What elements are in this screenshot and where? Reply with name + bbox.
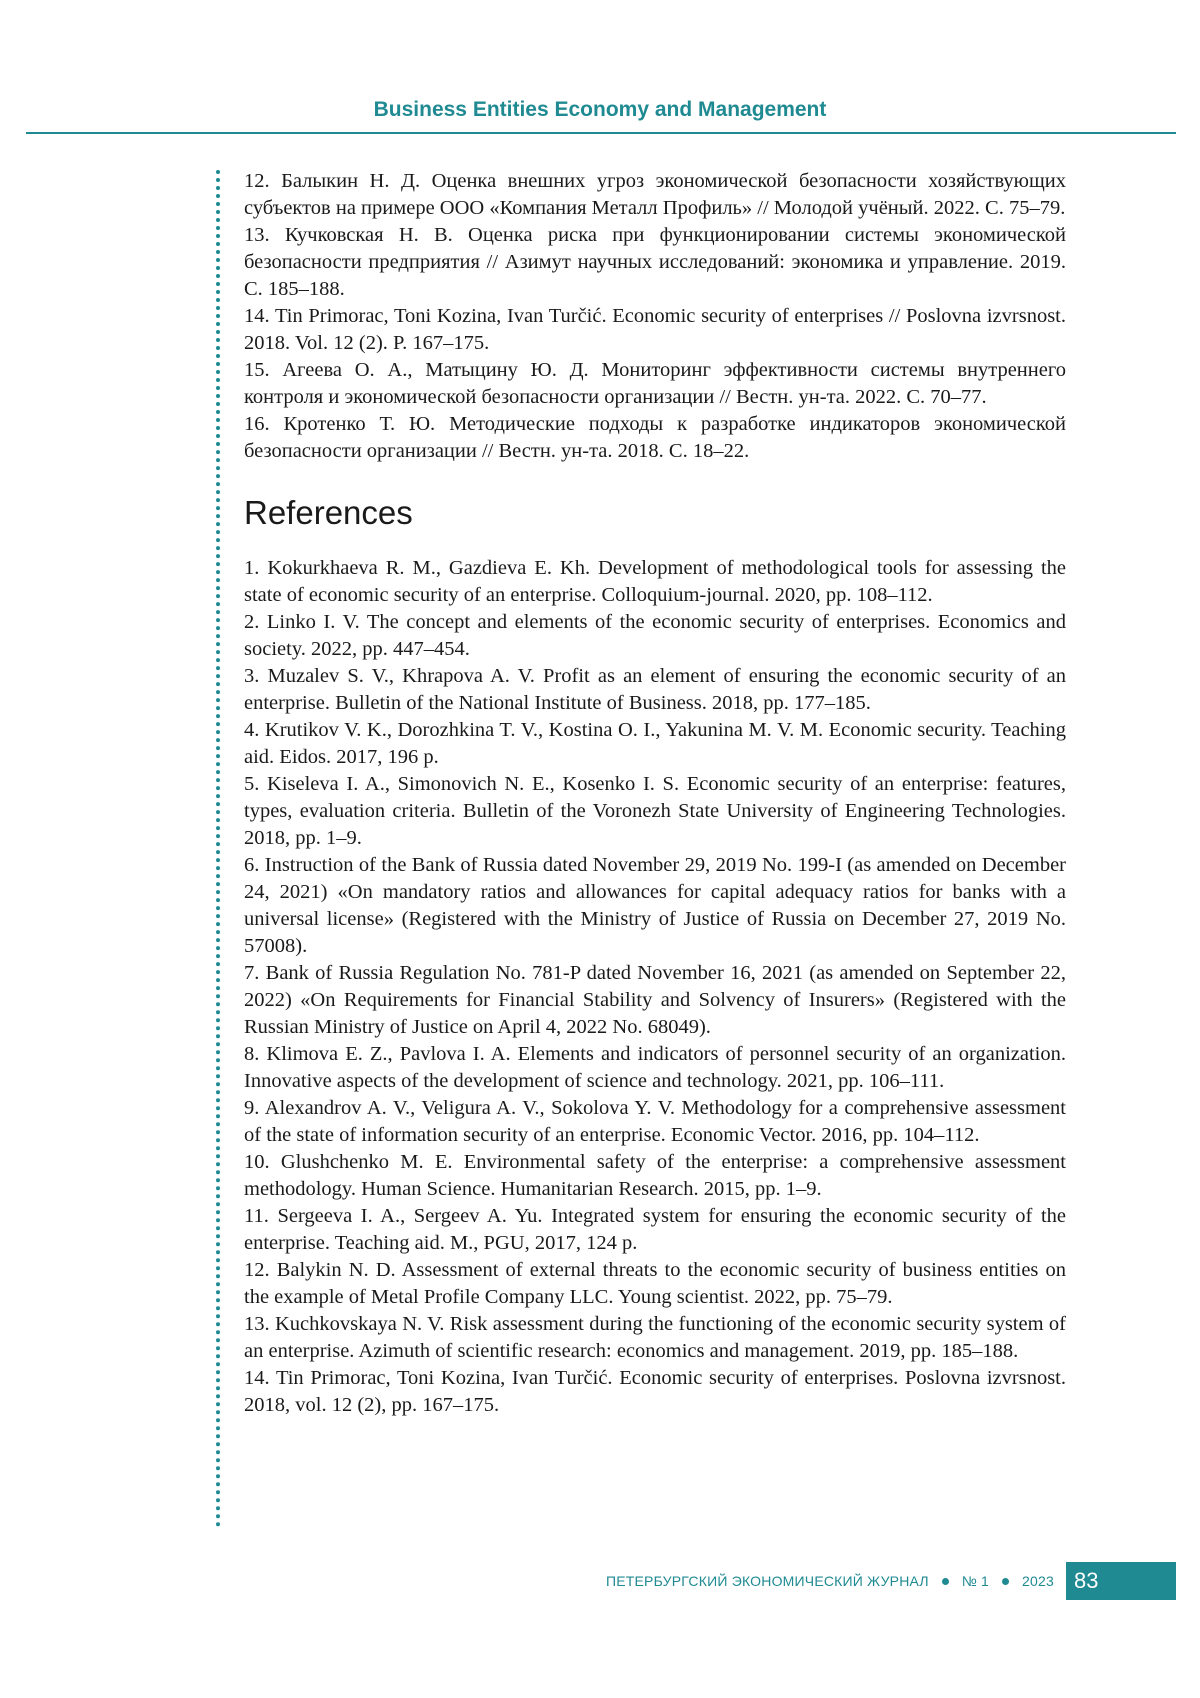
- footer-year: 2023: [1022, 1573, 1054, 1589]
- reference-item: 4. Krutikov V. K., Dorozhkina T. V., Kostina O. I., Yakunina M. V. M. Economic security. Teaching aid. Eidos. 2017, 196 p.: [244, 719, 1066, 768]
- journal-header-title: Business Entities Economy and Management: [373, 98, 827, 121]
- bullet-dot-icon: [942, 1578, 949, 1585]
- page-footer: [606, 1562, 1176, 1600]
- reference-item: 5. Kiseleva I. A., Simonovich N. E., Kosenko I. S. Economic security of an enterprise: features, types, evaluation criteria. Bulletin of the Voronezh State University of Engineering Technologies. 2018, pp. 1–9.: [244, 773, 1066, 849]
- footer-issue: № 1: [961, 1573, 990, 1589]
- reference-item: 2. Linko I. V. The concept and elements of the economic security of enterprises. Economics and society. 2022, pp. 447–454.: [244, 611, 1066, 660]
- references-heading: References: [244, 494, 413, 531]
- page-number: 83: [1066, 1562, 1176, 1600]
- reference-item: 14. Tin Primorac, Toni Kozina, Ivan Turčić. Economic security of enterprises. Poslovna izvrsnost. 2018, vol. 12 (2), pp. 167–175.: [244, 1367, 1066, 1416]
- bullet-dot-icon: [1002, 1578, 1009, 1585]
- header-divider: [26, 132, 1176, 134]
- reference-item: 7. Bank of Russia Regulation No. 781-P dated November 16, 2021 (as amended on September 22, 2022) «On Requirements for Financial Stability and Solvency of Insurers» (Registered with the Russian Ministry of Justice on April 4, 2022 No. 68049).: [244, 962, 1066, 1038]
- reference-item: 14. Tin Primorac, Toni Kozina, Ivan Turčić. Economic security of enterprises // Poslovna izvrsnost. 2018. Vol. 12 (2). P. 167–175.: [244, 305, 1066, 354]
- reference-item: 1. Kokurkhaeva R. M., Gazdieva E. Kh. Development of methodological tools for assessing the state of economic security of an enterprise. Colloquium-journal. 2020, pp. 108–112.: [244, 557, 1066, 606]
- page-content: [244, 168, 1066, 1419]
- reference-item: 8. Klimova E. Z., Pavlova I. A. Elements and indicators of personnel security of an organization. Innovative aspects of the development of science and technology. 2021, pp. 106–111.: [244, 1043, 1066, 1092]
- footer-journal-info: [606, 1573, 1054, 1589]
- dotted-margin-rule: [216, 170, 220, 1528]
- top-reference-list: [244, 168, 1066, 465]
- footer-journal-name: ПЕТЕРБУРГСКИЙ ЭКОНОМИЧЕСКИЙ ЖУРНАЛ: [605, 1573, 929, 1589]
- reference-item: 13. Kuchkovskaya N. V. Risk assessment during the functioning of the economic security system of an enterprise. Azimuth of scientific research: economics and management. 2019, pp. 185–188.: [244, 1313, 1066, 1362]
- reference-item: 6. Instruction of the Bank of Russia dated November 29, 2019 No. 199-I (as amended on December 24, 2021) «On mandatory ratios and allowances for capital adequacy ratios for banks with a universal license» (Registered with the Ministry of Justice of Russia on December 27, 2019 No. 57008).: [244, 854, 1066, 957]
- reference-item: 12. Balykin N. D. Assessment of external threats to the economic security of business entities on the example of Metal Profile Company LLC. Young scientist. 2022, pp. 75–79.: [244, 1259, 1066, 1308]
- reference-item: 10. Glushchenko M. E. Environmental safety of the enterprise: a comprehensive assessment methodology. Human Science. Humanitarian Research. 2015, pp. 1–9.: [244, 1151, 1066, 1200]
- reference-item: 3. Muzalev S. V., Khrapova A. V. Profit as an element of ensuring the economic security of an enterprise. Bulletin of the National Institute of Business. 2018, pp. 177–185.: [244, 665, 1066, 714]
- references-list: [244, 555, 1066, 1419]
- reference-item: 11. Sergeeva I. A., Sergeev A. Yu. Integrated system for ensuring the economic security of the enterprise. Teaching aid. M., PGU, 2017, 124 p.: [244, 1205, 1066, 1254]
- reference-item: 15. Агеева О. А., Матыцину Ю. Д. Мониторинг эффективности системы внутреннего контроля и экономической безопасности организации // Вестн. ун-та. 2022. С. 70–77.: [244, 359, 1066, 408]
- reference-item: 12. Балыкин Н. Д. Оценка внешних угроз экономической безопасности хозяйствующих субъектов на примере ООО «Компания Металл Профиль» // Молодой учёный. 2022. С. 75–79.: [244, 170, 1066, 219]
- reference-item: 9. Alexandrov A. V., Veligura A. V., Sokolova Y. V. Methodology for a comprehensive assessment of the state of information security of an enterprise. Economic Vector. 2016, pp. 104–112.: [244, 1097, 1066, 1146]
- reference-item: 16. Кротенко Т. Ю. Методические подходы к разработке индикаторов экономической безопасности организации // Вестн. ун-та. 2018. С. 18–22.: [244, 413, 1066, 462]
- reference-item: 13. Кучковская Н. В. Оценка риска при функционировании системы экономической безопасности предприятия // Азимут научных исследований: экономика и управление. 2019. С. 185–188.: [244, 224, 1066, 300]
